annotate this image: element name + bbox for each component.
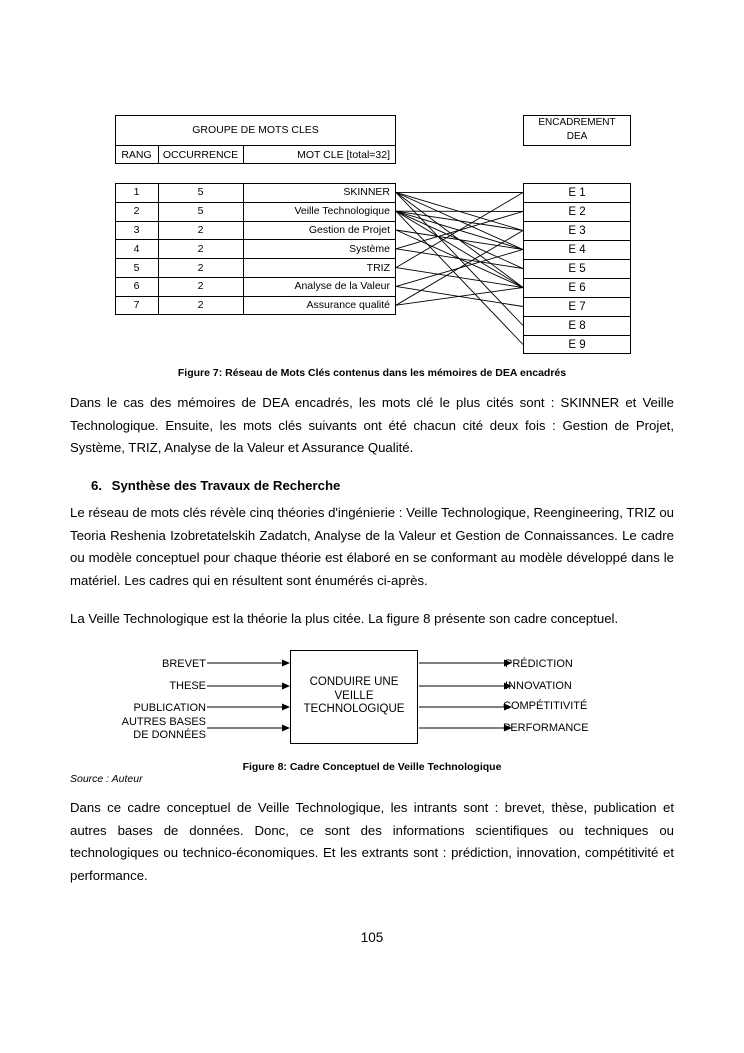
encadrant-cell: E 9	[568, 338, 586, 351]
row-occurrence: 5	[197, 205, 204, 218]
output-label-performance: PERFORMANCE	[503, 722, 589, 734]
paragraph-4: Dans ce cadre conceptuel de Veille Technologique, les intrants sont : brevet, thèse, publication et autres bases de données. Donc, ce sont des informations scientifiques ou techniques ou technologiques ou technico-économiques. Et les extrants sont : prédiction, innovation, compétitivité et performance.	[70, 800, 674, 883]
input-label-brevet: BREVET	[161, 658, 206, 670]
row-occurrence: 2	[197, 299, 204, 312]
output-label-competitivite: COMPÉTITIVITÉ	[503, 700, 588, 712]
output-label-innovation: INNOVATION	[505, 680, 572, 692]
encadrement-header: ENCADREMENT DEA	[538, 117, 616, 142]
row-mot-cle: TRIZ	[366, 261, 390, 274]
paragraph-2: Le réseau de mots clés révèle cinq théories d'ingénierie : Veille Technologique, Reengineering, TRIZ ou Teoria Reshenia Izobretatelskih Zadatch, Analyse de la Valeur et Gestion de Connaissances. Le cadre ou modèle conceptuel pour chaque théorie est élaboré en se conformant au modèle développé dans le matériel. Les cadres qui en résultent sont énumérés ci-après.	[70, 505, 674, 588]
row-mot-cle: Assurance qualité	[306, 299, 390, 312]
figure-8-caption: Figure 8: Cadre Conceptuel de Veille Technologique	[242, 761, 502, 773]
section-title: Synthèse des Travaux de Recherche	[111, 478, 341, 493]
row-mot-cle: Veille Technologique	[294, 205, 390, 218]
paragraph-3: La Veille Technologique est la théorie la plus citée. La figure 8 présente son cadre conceptuel.	[70, 611, 619, 626]
group-header-title: GROUPE DE MOTS CLES	[192, 124, 319, 136]
encadrant-cell: E 7	[568, 300, 586, 313]
row-mot-cle: Analyse de la Valeur	[294, 280, 390, 293]
row-rang: 2	[133, 205, 140, 218]
col-header-rang: RANG	[121, 149, 152, 161]
row-rang: 1	[133, 186, 140, 199]
row-rang: 6	[133, 280, 140, 293]
encadrant-cell: E 2	[568, 205, 586, 218]
encadrant-cell: E 5	[568, 262, 586, 275]
row-mot-cle: SKINNER	[343, 186, 390, 199]
figure-7-caption: Figure 7: Réseau de Mots Clés contenus dans les mémoires de DEA encadrés	[177, 367, 567, 379]
input-label-autres-bases: AUTRES BASES DE DONNÉES	[121, 716, 206, 741]
encadrant-cell: E 8	[568, 319, 586, 332]
encadrant-cell: E 4	[568, 243, 586, 256]
row-occurrence: 2	[197, 242, 204, 255]
col-header-occurrence: OCCURRENCE	[162, 149, 239, 161]
page-number: 105	[360, 930, 384, 945]
input-label-publication: PUBLICATION	[133, 702, 206, 714]
row-mot-cle: Gestion de Projet	[308, 224, 390, 236]
row-rang: 7	[133, 299, 140, 312]
row-mot-cle: Système	[349, 242, 390, 255]
row-occurrence: 2	[197, 280, 204, 293]
row-occurrence: 2	[197, 261, 204, 274]
row-rang: 4	[133, 242, 140, 255]
figure-8-source: Source : Auteur	[70, 773, 143, 785]
encadrant-cell: E 6	[568, 281, 586, 294]
output-label-prediction: PRÉDICTION	[505, 658, 573, 670]
paragraph-1: Dans le cas des mémoires de DEA encadrés, les mots clé le plus cités sont : SKINNER et Veille Technologique. Ensuite, les mots clés suivants ont été chacun cité deux fois : Gestion de Projet, Système, TRIZ, Analyse de la Valeur et Assurance Qualité.	[70, 395, 674, 455]
encadrant-cell: E 3	[568, 224, 586, 237]
row-rang: 3	[133, 224, 140, 236]
col-header-mot-cle: MOT CLE [total=32]	[297, 149, 390, 161]
row-occurrence: 5	[197, 186, 204, 199]
row-occurrence: 2	[197, 224, 204, 236]
input-label-these: THESE	[169, 680, 206, 692]
row-rang: 5	[133, 261, 140, 274]
center-process-label: CONDUIRE UNE VEILLE TECHNOLOGIQUE	[303, 676, 405, 715]
section-number: 6.	[91, 478, 102, 493]
encadrant-cell: E 1	[568, 186, 586, 199]
